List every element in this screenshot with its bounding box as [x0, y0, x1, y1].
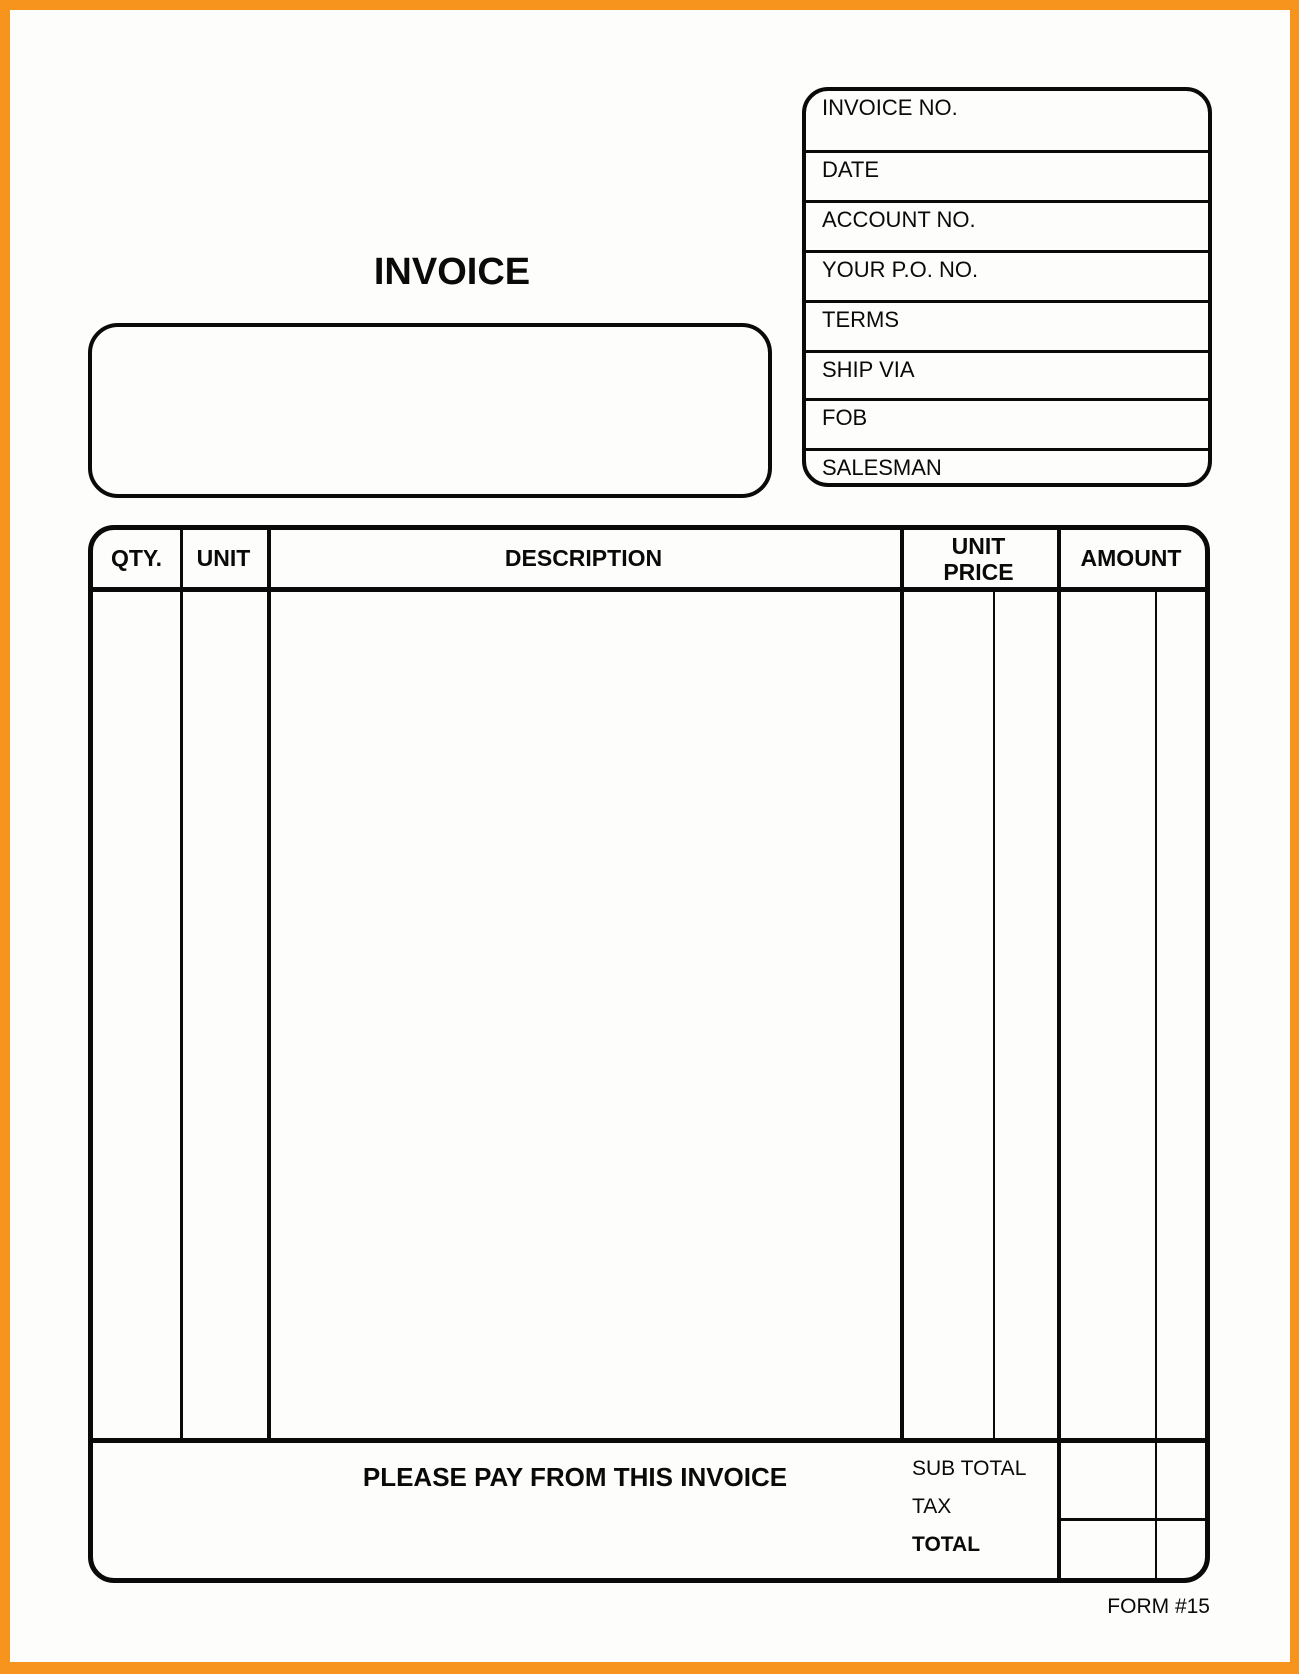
form-number: FORM #15 — [1107, 1595, 1210, 1618]
total-value[interactable] — [1062, 1523, 1155, 1578]
fob-field[interactable] — [806, 398, 1208, 448]
date-value[interactable] — [879, 157, 1208, 177]
salesman-label: SALESMAN — [822, 455, 942, 480]
terms-value[interactable] — [899, 307, 1208, 327]
tax-value[interactable] — [1062, 1480, 1155, 1518]
column-header-description: DESCRIPTION — [504, 545, 663, 571]
terms-label: TERMS — [822, 307, 899, 332]
salesman-field[interactable] — [806, 448, 1208, 483]
invoice-no-value[interactable] — [958, 95, 1208, 115]
ship-via-value[interactable] — [915, 357, 1208, 377]
po-no-value[interactable] — [978, 257, 1208, 277]
tax-label: TAX — [912, 1495, 952, 1518]
sub-total-label: SUB TOTAL — [912, 1457, 1027, 1480]
pay-message: PLEASE PAY FROM THIS INVOICE — [362, 1462, 788, 1492]
column-header-unit-price: UNIT PRICE — [943, 532, 1014, 585]
account-no-value[interactable] — [976, 207, 1208, 227]
ship-via-label: SHIP VIA — [822, 357, 915, 382]
total-row-rule — [1057, 1518, 1205, 1521]
column-header-amount: AMOUNT — [1080, 545, 1182, 571]
ship-via-field[interactable] — [806, 350, 1208, 398]
page-title: INVOICE — [373, 251, 531, 293]
account-no-field[interactable] — [806, 200, 1208, 250]
sub-total-value[interactable] — [1062, 1443, 1155, 1480]
date-label: DATE — [822, 157, 880, 182]
po-no-label: YOUR P.O. NO. — [822, 257, 979, 282]
salesman-value[interactable] — [942, 455, 1208, 475]
column-header-qty: QTY. — [110, 545, 163, 571]
bill-to-address-box[interactable] — [88, 323, 772, 498]
date-field[interactable] — [806, 150, 1208, 200]
terms-field[interactable] — [806, 300, 1208, 350]
fob-value[interactable] — [867, 405, 1208, 425]
invoice-no-field[interactable] — [806, 91, 1208, 150]
total-label: TOTAL — [912, 1533, 981, 1556]
fob-label: FOB — [822, 405, 868, 430]
account-no-label: ACCOUNT NO. — [822, 207, 976, 232]
line-items-area[interactable] — [93, 592, 1205, 1438]
items-bottom-rule — [93, 1438, 1205, 1443]
invoice-info-box — [802, 87, 1212, 487]
po-no-field[interactable] — [806, 250, 1208, 300]
column-header-unit: UNIT — [196, 545, 251, 571]
line-items-table — [88, 525, 1210, 1583]
invoice-no-label: INVOICE NO. — [822, 95, 958, 120]
